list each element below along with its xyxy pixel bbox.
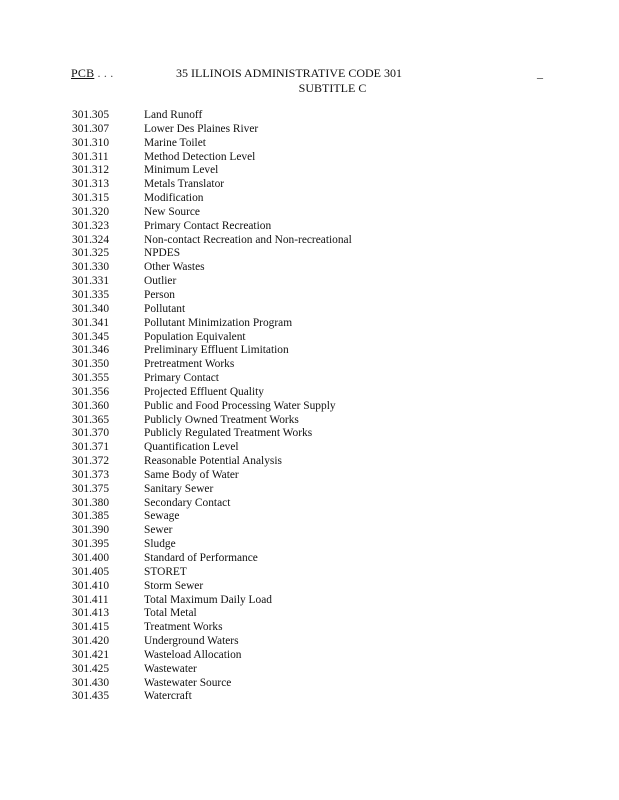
section-term: Publicly Regulated Treatment Works [144, 427, 313, 440]
section-term: Same Body of Water [144, 468, 239, 481]
section-term: Sanitary Sewer [144, 482, 214, 495]
section-term: Marine Toilet [144, 136, 206, 149]
section-term: STORET [144, 565, 187, 578]
list-item [72, 414, 352, 428]
section-term: Quantification Level [144, 441, 239, 454]
list-item [72, 344, 352, 358]
section-term: Population Equivalent [144, 330, 246, 343]
section-number: 301.421 [72, 648, 110, 661]
section-term: Watercraft [144, 690, 192, 703]
section-number: 301.371 [72, 441, 110, 454]
section-term: Non-contact Recreation and Non-recreational [144, 233, 352, 246]
list-item [72, 566, 352, 580]
list-item [72, 594, 352, 608]
list-item [72, 123, 352, 137]
section-term: Underground Waters [144, 635, 239, 648]
section-term: Primary Contact Recreation [144, 219, 272, 232]
section-number: 301.350 [72, 358, 110, 371]
section-term: Total Metal [144, 607, 197, 620]
section-number: 301.380 [72, 496, 110, 509]
list-item [72, 621, 352, 635]
list-item [72, 400, 352, 414]
list-item [72, 524, 352, 538]
list-item [72, 206, 352, 220]
section-number: 301.346 [72, 344, 110, 357]
section-number: 301.411 [72, 593, 109, 606]
section-number: 301.373 [72, 468, 110, 481]
list-item [72, 178, 352, 192]
section-number: 301.375 [72, 482, 110, 495]
section-term: Sludge [144, 538, 176, 551]
section-number: 301.331 [72, 275, 110, 288]
section-number: 301.415 [72, 621, 110, 634]
list-item [72, 151, 352, 165]
section-term: Projected Effluent Quality [144, 385, 264, 398]
section-number: 301.310 [72, 136, 110, 149]
section-term: Wastewater [144, 662, 197, 675]
section-number: 301.400 [72, 552, 110, 564]
section-number: 301.330 [72, 261, 110, 274]
list-item [72, 164, 352, 178]
section-term: Standard of Performance [144, 552, 258, 564]
section-term: Reasonable Potential Analysis [144, 455, 282, 468]
page-title: 35 ILLINOIS ADMINISTRATIVE CODE 301 [176, 66, 402, 80]
list-item [72, 358, 352, 372]
section-number: 301.345 [72, 330, 110, 343]
list-item [72, 372, 352, 386]
section-number: 301.324 [72, 233, 110, 246]
list-item [72, 109, 352, 123]
list-item [72, 552, 352, 566]
list-item [72, 455, 352, 469]
section-term: Pollutant Minimization Program [144, 316, 293, 329]
list-item [72, 441, 352, 455]
list-item [72, 234, 352, 248]
section-term: Lower Des Plaines River [144, 122, 259, 135]
header-right-mark: _ [537, 66, 543, 80]
list-item [72, 663, 352, 677]
header-pcb-label [71, 66, 114, 81]
list-item [72, 607, 352, 621]
section-term: Land Runoff [144, 109, 203, 121]
section-number: 301.413 [72, 607, 110, 620]
section-term: Secondary Contact [144, 496, 231, 509]
list-item [72, 317, 352, 331]
list-item [72, 469, 352, 483]
section-term: Wasteload Allocation [144, 648, 242, 661]
page-subtitle: SUBTITLE C [298, 81, 367, 95]
section-term: Storm Sewer [144, 579, 204, 592]
list-item [72, 538, 352, 552]
list-item [72, 331, 352, 345]
section-term: Sewer [144, 524, 173, 537]
list-item [72, 510, 352, 524]
section-number: 301.356 [72, 385, 110, 398]
section-term: Pretreatment Works [144, 358, 235, 371]
section-number: 301.335 [72, 288, 110, 301]
section-number: 301.360 [72, 399, 110, 412]
list-item [72, 192, 352, 206]
section-term: Preliminary Effluent Limitation [144, 344, 289, 357]
pcb-dots: . . . [97, 66, 114, 80]
list-item [72, 580, 352, 594]
section-number: 301.370 [72, 427, 110, 440]
list-item [72, 690, 352, 704]
section-number: 301.410 [72, 579, 110, 592]
section-number: 301.395 [72, 538, 110, 551]
section-term: Minimum Level [144, 164, 219, 177]
section-list [72, 109, 352, 704]
section-number: 301.430 [72, 676, 110, 689]
section-term: Wastewater Source [144, 676, 232, 689]
section-term: New Source [144, 205, 200, 218]
section-number: 301.325 [72, 247, 110, 260]
section-number: 301.320 [72, 205, 110, 218]
section-term: Total Maximum Daily Load [144, 593, 272, 606]
section-number: 301.385 [72, 510, 110, 523]
list-item [72, 427, 352, 441]
section-number: 301.420 [72, 635, 110, 648]
list-item [72, 386, 352, 400]
list-item [72, 649, 352, 663]
list-item [72, 635, 352, 649]
section-number: 301.425 [72, 662, 110, 675]
section-term: Outlier [144, 275, 177, 288]
section-number: 301.313 [72, 178, 110, 191]
section-term: Modification [144, 192, 204, 205]
list-item [72, 497, 352, 511]
section-number: 301.405 [72, 565, 110, 578]
list-item [72, 303, 352, 317]
section-term: Treatment Works [144, 621, 223, 634]
section-number: 301.305 [72, 109, 110, 121]
section-number: 301.315 [72, 192, 110, 205]
section-term: Person [144, 288, 176, 301]
section-number: 301.341 [72, 316, 110, 329]
section-term: Public and Food Processing Water Supply [144, 399, 336, 412]
section-term: Other Wastes [144, 261, 205, 274]
section-term: Metals Translator [144, 178, 225, 191]
section-number: 301.372 [72, 455, 110, 468]
section-number: 301.307 [72, 122, 110, 135]
section-term: NPDES [144, 247, 181, 260]
section-number: 301.365 [72, 413, 110, 426]
list-item [72, 137, 352, 151]
section-term: Pollutant [144, 302, 186, 315]
pcb-label: PCB [71, 66, 95, 80]
list-item [72, 483, 352, 497]
list-item [72, 275, 352, 289]
section-number: 301.340 [72, 302, 110, 315]
list-item [72, 677, 352, 691]
section-number: 301.355 [72, 372, 110, 385]
section-term: Sewage [144, 510, 180, 523]
list-item [72, 247, 352, 261]
section-number: 301.323 [72, 219, 110, 232]
section-term: Method Detection Level [144, 150, 256, 163]
section-number: 301.312 [72, 164, 110, 177]
list-item [72, 289, 352, 303]
section-number: 301.311 [72, 150, 109, 163]
section-number: 301.435 [72, 690, 110, 703]
section-term: Primary Contact [144, 372, 219, 385]
section-term: Publicly Owned Treatment Works [144, 413, 299, 426]
section-number: 301.390 [72, 524, 110, 537]
list-item [72, 261, 352, 275]
list-item [72, 220, 352, 234]
